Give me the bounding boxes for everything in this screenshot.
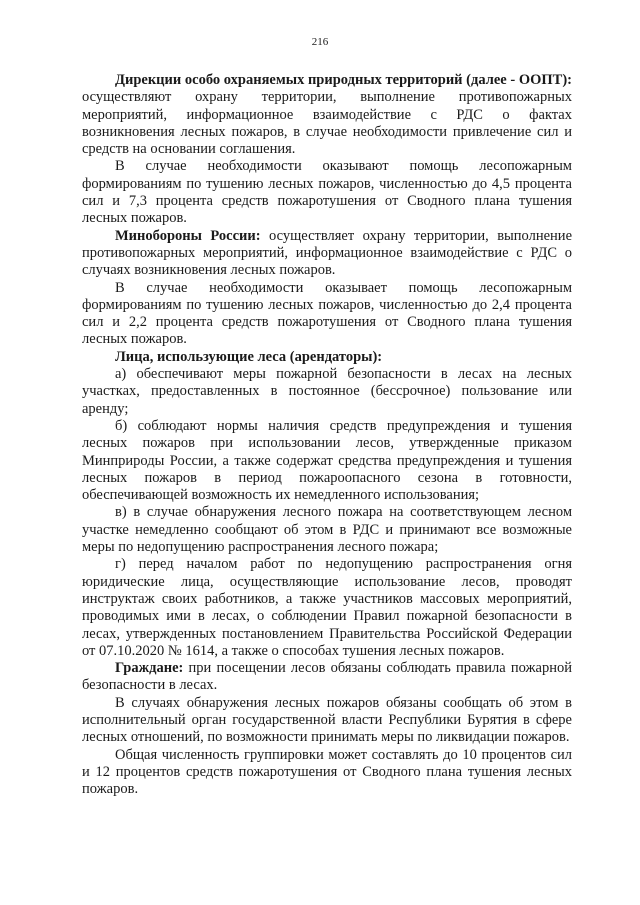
paragraph-heading: Лица, использующие леса (арендаторы): <box>115 348 383 365</box>
list-item-b <box>82 418 572 504</box>
paragraph-text: а) обеспечивают меры пожарной безопасности в лесах на лесных участках, предоставленных в постоянное (бессрочное) пользование или аренду; <box>82 366 572 417</box>
paragraph-mod <box>82 228 572 280</box>
paragraph-text: при посещении лесов обязаны соблюдать правила пожарной безопасности в лесах. <box>82 660 572 694</box>
list-item-d <box>82 556 572 660</box>
paragraph-heading: Граждане: <box>115 660 184 677</box>
list-item-a <box>82 366 572 418</box>
paragraph-tenants-heading <box>82 349 572 366</box>
paragraph-text: В случае необходимости оказывает помощь лесопожарным формированиям по тушению лесных пожаров, численностью до 2,4 процента сил и 2,2 процента средств пожаротушения от Сводного плана тушения лесных пожаров. <box>82 279 572 348</box>
paragraph-text: В случае необходимости оказывают помощь лесопожарным формированиям по тушению лесных пожаров, численностью до 4,5 процента сил и 7,3 процента средств пожаротушения от Сводного плана тушения лесных пожаров. <box>82 158 572 227</box>
paragraph-citizens-report <box>82 695 572 747</box>
paragraph-text: г) перед началом работ по недопущению распространения огня юридические лица, осуществляющие использование лесов, проводят инструктаж своих работников, а также участников массовых мероприятий, проводимых ими в лесах, о соблюдении Правил пожарной безопасности в лесах, утвержденных постановлением Правительства Российской Федерации от 07.10.2020 № 1614, а также о способах тушения лесных пожаров. <box>82 556 572 659</box>
paragraph-text: В случаях обнаружения лесных пожаров обязаны сообщать об этом в исполнительный орган государственной власти Республики Бурятия в сфере лесных отношений, по возможности принимать меры по ликвидации пожаров. <box>82 694 572 746</box>
paragraph-citizens <box>82 660 572 695</box>
paragraph-oopt <box>82 72 572 158</box>
list-item-c <box>82 504 572 556</box>
paragraph-text: осуществляет охрану территории, выполнение противопожарных мероприятий, информационное взаимодействие с РДС о случаях возникновения лесных пожаров. <box>82 227 572 279</box>
paragraph-heading: Дирекции особо охраняемых природных территорий (далее - ООПТ): <box>115 72 572 88</box>
paragraph-heading: Минобороны России: <box>115 227 261 244</box>
paragraph-oopt-assistance <box>82 158 572 227</box>
body-text <box>82 72 572 798</box>
paragraph-text: осуществляют охрану территории, выполнение противопожарных мероприятий, информационное взаимодействие с РДС о фактах возникновения лесных пожаров, в случае необходимости привлечение сил и средств на основании соглашения. <box>82 89 572 158</box>
paragraph-text: Общая численность группировки может составлять до 10 процентов сил и 12 процентов средств пожаротушения от Сводного плана тушения лесных пожаров. <box>82 746 572 798</box>
paragraph-text: б) соблюдают нормы наличия средств предупреждения и тушения лесных пожаров при использовании лесов, утвержденные приказом Минприроды России, а также содержат средства предупреждения и тушения лесных пожаров в период пожароопасного сезона в готовности, обеспечивающей возможность их немедленного использования; <box>82 417 572 504</box>
paragraph-text: в) в случае обнаружения лесного пожара на соответствующем лесном участке немедленно сообщают об этом в РДС и принимают все возможные меры по недопущению распространения лесного пожара; <box>82 504 572 556</box>
page-number: 216 <box>311 36 329 48</box>
paragraph-mod-assistance <box>82 280 572 349</box>
paragraph-total-strength <box>82 747 572 799</box>
